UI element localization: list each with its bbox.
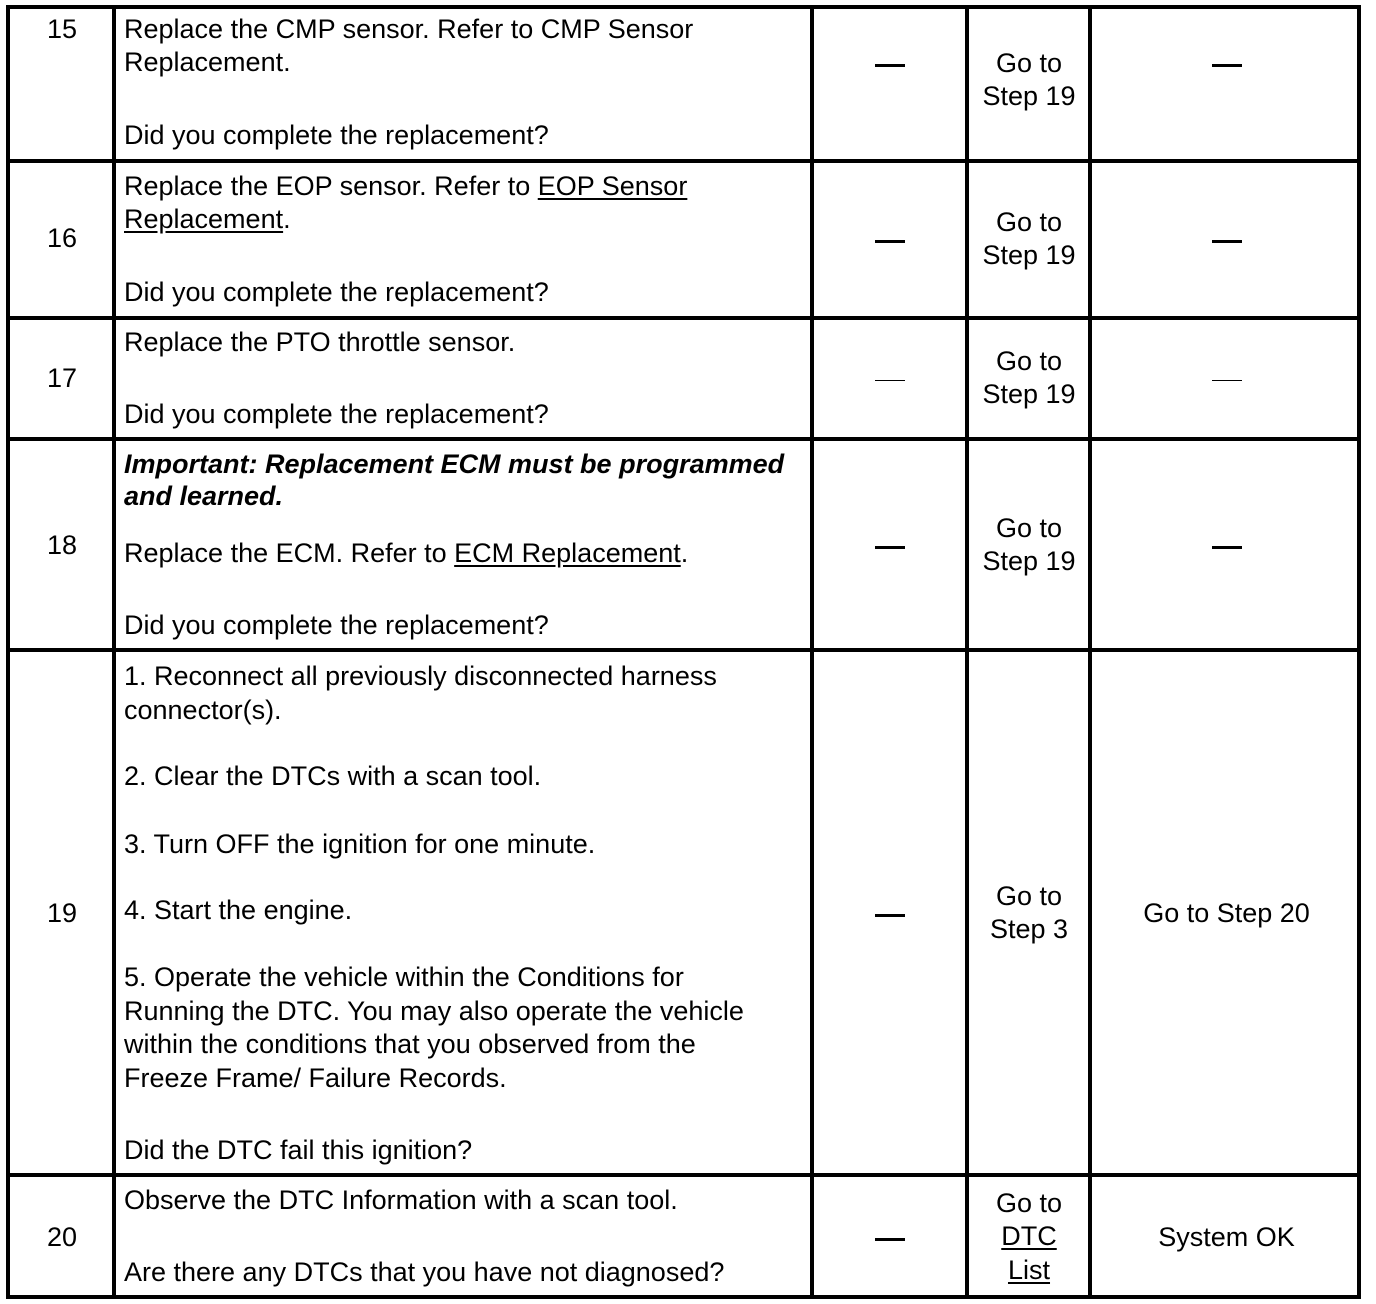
step-number: 16	[46, 223, 78, 253]
eop-sensor-replacement-link[interactable]: EOP Sensor	[537, 171, 688, 201]
action-text: Replace the ECM. Refer to ECM Replacement.	[124, 538, 689, 568]
action-text: Replace the PTO throttle sensor.	[124, 327, 516, 357]
question-text: Did you complete the replacement?	[124, 120, 549, 150]
no-action: Go to Step 20	[1143, 898, 1310, 928]
value-dash	[875, 380, 905, 381]
column-divider	[810, 5, 814, 1299]
ecm-replacement-link[interactable]: ECM Replacement	[454, 538, 681, 568]
table-border-right	[1357, 5, 1361, 1299]
step-number: 20	[46, 1222, 78, 1252]
important-note: Important: Replacement ECM must be programmed	[124, 449, 785, 479]
row-divider	[6, 648, 1361, 652]
no-action-dash	[1212, 546, 1242, 549]
no-action-dash	[1212, 380, 1242, 381]
question-text: Did you complete the replacement?	[124, 399, 549, 429]
action-text: Replacement.	[124, 47, 291, 77]
question-text: Did you complete the replacement?	[124, 277, 549, 307]
list-item: within the conditions that you observed from the	[124, 1029, 696, 1059]
row-divider	[6, 159, 1361, 163]
row-divider	[6, 1173, 1361, 1177]
table-border-left	[6, 5, 10, 1299]
yes-action: Go to	[995, 1188, 1063, 1218]
yes-action: Step 19	[982, 546, 1076, 576]
yes-action: Step 19	[982, 379, 1076, 409]
list-item: connector(s).	[124, 695, 282, 725]
value-dash	[875, 1238, 905, 1241]
question-text: Did you complete the replacement?	[124, 610, 549, 640]
row-divider	[6, 437, 1361, 441]
action-text: Replace the EOP sensor. Refer to EOP Sensor	[124, 171, 688, 201]
dtc-list-link[interactable]: DTC	[1001, 1221, 1057, 1251]
column-divider	[1088, 5, 1092, 1299]
column-divider	[112, 5, 116, 1299]
no-action-dash	[1212, 240, 1242, 243]
yes-action: Step 3	[989, 914, 1069, 944]
question-text: Are there any DTCs that you have not diagnosed?	[124, 1257, 725, 1287]
list-item: 1. Reconnect all previously disconnected harness	[124, 661, 717, 691]
important-note: and learned.	[124, 481, 284, 511]
row-divider	[6, 316, 1361, 320]
yes-action: Step 19	[982, 81, 1076, 111]
yes-action: Go to	[995, 513, 1063, 543]
dtc-list-link[interactable]: List	[1007, 1255, 1051, 1285]
yes-action: Go to	[995, 881, 1063, 911]
yes-action: Go to	[995, 207, 1063, 237]
list-item: 2. Clear the DTCs with a scan tool.	[124, 761, 542, 791]
list-item: 4. Start the engine.	[124, 895, 353, 925]
yes-action: Go to	[995, 48, 1063, 78]
value-dash	[875, 64, 905, 67]
list-item: 3. Turn OFF the ignition for one minute.	[124, 829, 596, 859]
value-dash	[875, 240, 905, 243]
yes-action: Step 19	[982, 240, 1076, 270]
step-number: 17	[46, 363, 78, 393]
no-action: System OK	[1158, 1222, 1295, 1252]
table-border-bottom	[6, 1295, 1361, 1299]
list-item: Running the DTC. You may also operate the vehicle	[124, 996, 744, 1026]
table-border-top	[6, 5, 1361, 9]
action-text: Observe the DTC Information with a scan tool.	[124, 1185, 678, 1215]
list-item: 5. Operate the vehicle within the Conditions for	[124, 962, 684, 992]
value-dash	[875, 914, 905, 917]
step-number: 15	[46, 14, 78, 44]
list-item: Freeze Frame/ Failure Records.	[124, 1063, 507, 1093]
column-divider	[965, 5, 969, 1299]
yes-action: Go to	[995, 346, 1063, 376]
action-text: Replace the CMP sensor. Refer to CMP Sensor	[124, 14, 694, 44]
step-number: 19	[46, 898, 78, 928]
eop-sensor-replacement-link[interactable]: Replacement	[124, 204, 284, 234]
value-dash	[875, 546, 905, 549]
no-action-dash	[1212, 64, 1242, 67]
question-text: Did the DTC fail this ignition?	[124, 1135, 473, 1165]
step-number: 18	[46, 530, 78, 560]
action-text: Replacement.	[124, 204, 291, 234]
